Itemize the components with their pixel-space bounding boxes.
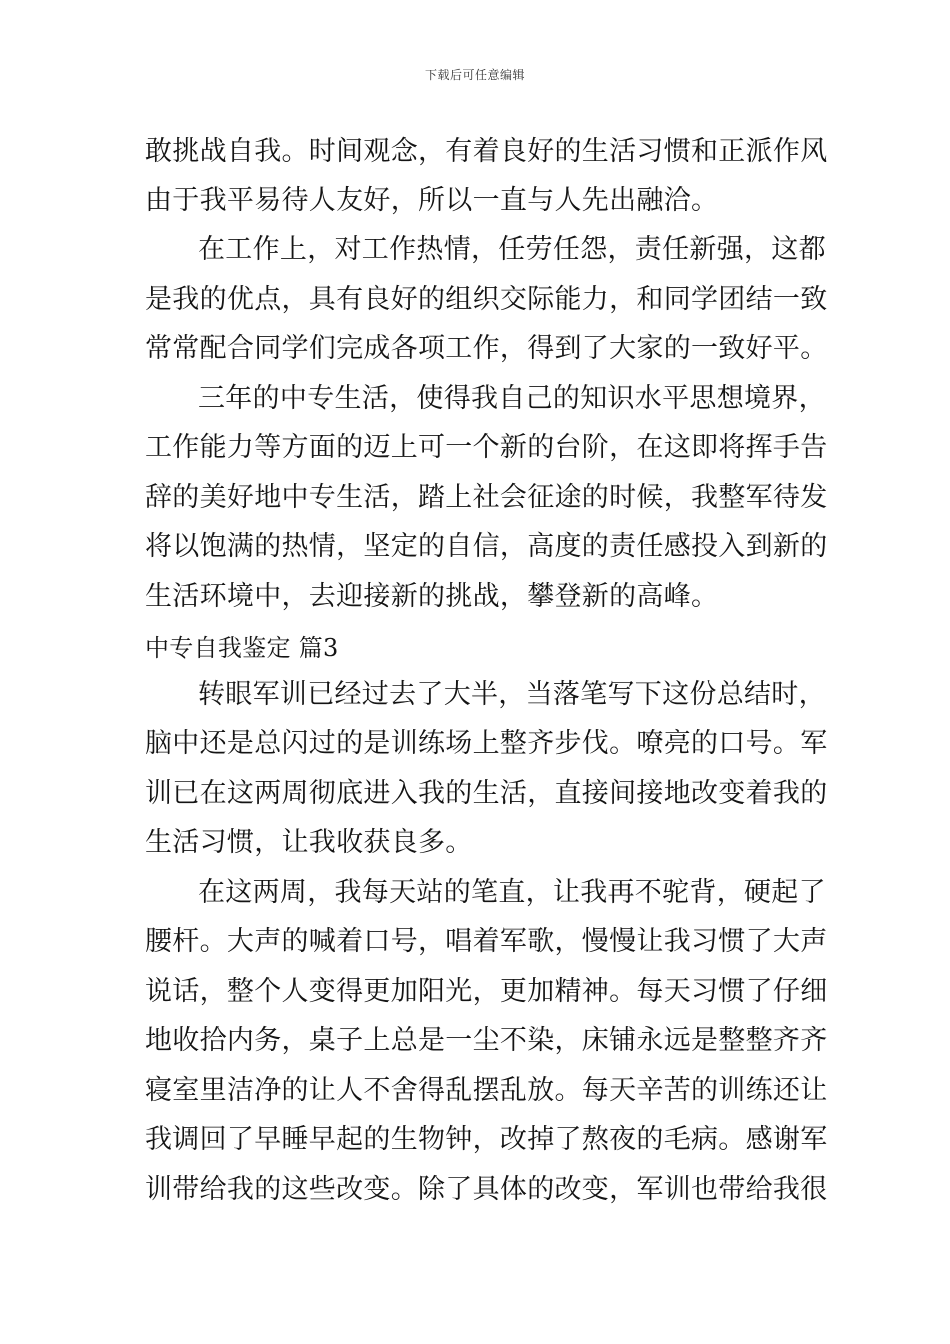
paragraph-first-line: 在这两周，我每天站的笔直，让我再不驼背，硬起了 [198, 877, 826, 908]
body-line: 训带给我的这些改变。除了具体的改变，军训也带给我很 [145, 1174, 828, 1205]
body-line: 说话，整个人变得更加阳光，更加精神。每天习惯了仔细 [145, 976, 828, 1007]
body-line: 生活习惯，让我收获良多。 [145, 827, 473, 858]
body-line: 将以饱满的热情，坚定的自信，高度的责任感投入到新的 [145, 531, 828, 562]
body-line: 是我的优点，具有良好的组织交际能力，和同学团结一致 [145, 284, 828, 315]
body-line: 常常配合同学们完成各项工作，得到了大家的一致好平。 [145, 333, 828, 364]
body-line: 我调回了早睡早起的生物钟，改掉了熬夜的毛病。感谢军 [145, 1124, 828, 1155]
body-line: 寝室里洁净的让人不舍得乱摆乱放。每天辛苦的训练还让 [145, 1075, 828, 1106]
body-line: 地收拾内务，桌子上总是一尘不染，床铺永远是整整齐齐 [145, 1025, 828, 1056]
body-line: 脑中还是总闪过的是训练场上整齐步伐。嘹亮的口号。军 [145, 728, 828, 759]
body-line: 敢挑战自我。时间观念，有着良好的生活习惯和正派作风 [145, 136, 828, 167]
page-header: 下载后可任意编辑 [424, 68, 525, 82]
body-line: 辞的美好地中专生活，踏上社会征途的时候，我整军待发 [145, 482, 828, 513]
body-line: 训已在这两周彻底进入我的生活，直接间接地改变着我的 [145, 778, 828, 809]
paragraph-first-line: 转眼军训已经过去了大半，当落笔写下这份总结时， [198, 679, 826, 710]
paragraph-first-line: 在工作上，对工作热情，任劳任怨，责任新强，这都 [198, 234, 826, 265]
body-line: 生活环境中，去迎接新的挑战，攀登新的高峰。 [145, 581, 719, 612]
paragraph-first-line: 三年的中专生活，使得我自己的知识水平思想境界， [198, 383, 826, 414]
body-line: 腰杆。大声的喊着口号，唱着军歌，慢慢让我习惯了大声 [145, 926, 828, 957]
body-line: 工作能力等方面的迈上可一个新的台阶，在这即将挥手告 [145, 432, 828, 463]
section-heading: 中专自我鉴定 篇3 [145, 634, 339, 662]
body-line: 由于我平易待人友好，所以一直与人先出融洽。 [145, 185, 719, 216]
